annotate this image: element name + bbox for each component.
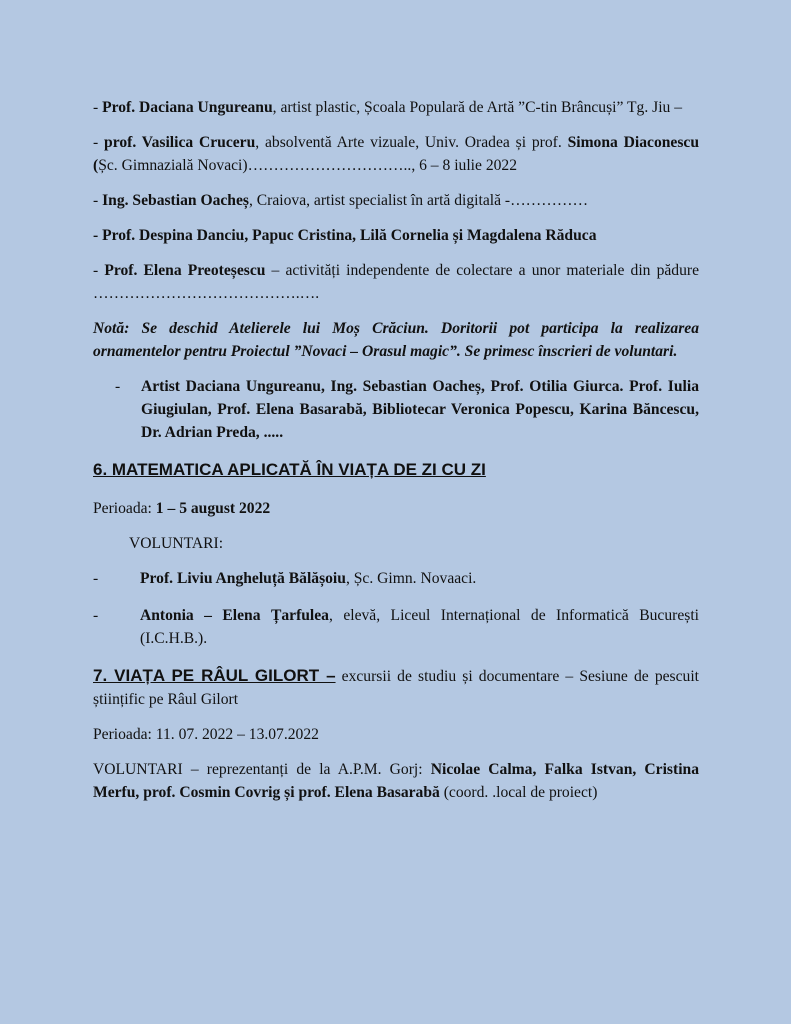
note-paragraph: Notă: Se deschid Atelierele lui Moș Crăciun. Doritorii pot participa la realizarea ornamentelor pentru Proiectul ”Novaci – Orasul magic”. Se primesc înscrieri de voluntari. — [93, 320, 699, 360]
dash: - — [93, 262, 105, 279]
dash: - — [93, 192, 103, 209]
section-7-volunteers — [93, 758, 699, 804]
person-name: Prof. Elena Preoteșescu — [104, 262, 266, 279]
artists-list-item — [115, 375, 699, 444]
volunteers-intro: VOLUNTARI – reprezentanți de la A.P.M. Gorj: — [93, 761, 431, 778]
section-6-heading: 6. MATEMATICA APLICATĂ ÎN VIAȚA DE ZI CU ZI — [93, 460, 486, 479]
dash: - — [93, 99, 103, 116]
dash: - — [93, 134, 105, 151]
volunteers-names: Nicolae Calma, Falka Istvan, Cristina Merfu, prof. Cosmin Covrig și prof. Elena Basarabă — [93, 761, 699, 801]
section-6-voluntari-label: VOLUNTARI: — [129, 535, 224, 552]
artists-list-text: Artist Daciana Ungureanu, Ing. Sebastian Oacheș, Prof. Otilia Giurca. Prof. Iulia Giugiulan, Prof. Elena Basarabă, Bibliotecar Veronica Popescu, Karina Băncescu, Dr. Adrian Preda, ..... — [141, 378, 699, 441]
section-7-heading-paragraph — [93, 664, 699, 711]
list-dash: - — [93, 570, 99, 587]
period-value: 1 – 5 august 2022 — [155, 500, 271, 517]
volunteer-text — [140, 604, 699, 650]
person-name: prof. Vasilica Cruceru — [104, 134, 256, 151]
description: , artist plastic, Școala Populară de Artă ”C-tin Brâncuși” Tg. Jiu – — [272, 99, 683, 116]
list-dash: - — [93, 607, 99, 624]
section-7-period: Perioada: 11. 07. 2022 – 13.07.2022 — [93, 726, 319, 743]
description: – activități independente de colectare a unor materiale din pădure ………………………………….…. — [93, 262, 700, 302]
volunteer-text — [140, 567, 699, 590]
person-name: Prof. Daciana Ungureanu — [102, 99, 273, 116]
document-page — [93, 96, 699, 816]
volunteer-description: , Șc. Gimn. Novaaci. — [345, 570, 477, 587]
paragraph-daciana — [93, 96, 699, 119]
person-name-2: Simona Diaconescu ( — [93, 134, 700, 174]
volunteers-note: (coord. .local de proiect) — [439, 784, 598, 801]
description: , Craiova, artist specialist în artă digitală -…………… — [248, 192, 589, 209]
section-6-volunteer-2 — [93, 604, 699, 650]
section-7-subtitle: excursii de studiu și documentare – Sesiune de pescuit științific pe Râul Gilort — [93, 668, 699, 708]
section-7-heading: 7. VIAȚA PE RÂUL GILORT – — [93, 666, 336, 685]
paragraph-danciu: - Prof. Despina Danciu, Papuc Cristina, Lilă Cornelia și Magdalena Răduca — [93, 227, 597, 244]
volunteer-description: , elevă, Liceul Internațional de Informatică București (I.C.H.B.). — [140, 607, 699, 647]
list-dash: - — [115, 378, 121, 395]
paragraph-oaches — [93, 189, 699, 212]
volunteer-name: Prof. Liviu Angheluță Bălășoiu — [140, 570, 346, 587]
section-6-volunteer-1 — [93, 567, 699, 590]
paragraph-cruceru — [93, 131, 699, 177]
period-label: Perioada: — [93, 500, 156, 517]
description-rest: Șc. Gimnazială Novaci)………………………….., 6 – 8 iulie 2022 — [98, 157, 518, 174]
person-name: Ing. Sebastian Oacheș — [102, 192, 249, 209]
paragraph-preotesescu — [93, 259, 699, 305]
volunteer-name: Antonia – Elena Țarfulea — [140, 607, 329, 624]
description: , absolventă Arte vizuale, Univ. Oradea și prof. — [255, 134, 568, 151]
section-6-period — [93, 497, 699, 520]
